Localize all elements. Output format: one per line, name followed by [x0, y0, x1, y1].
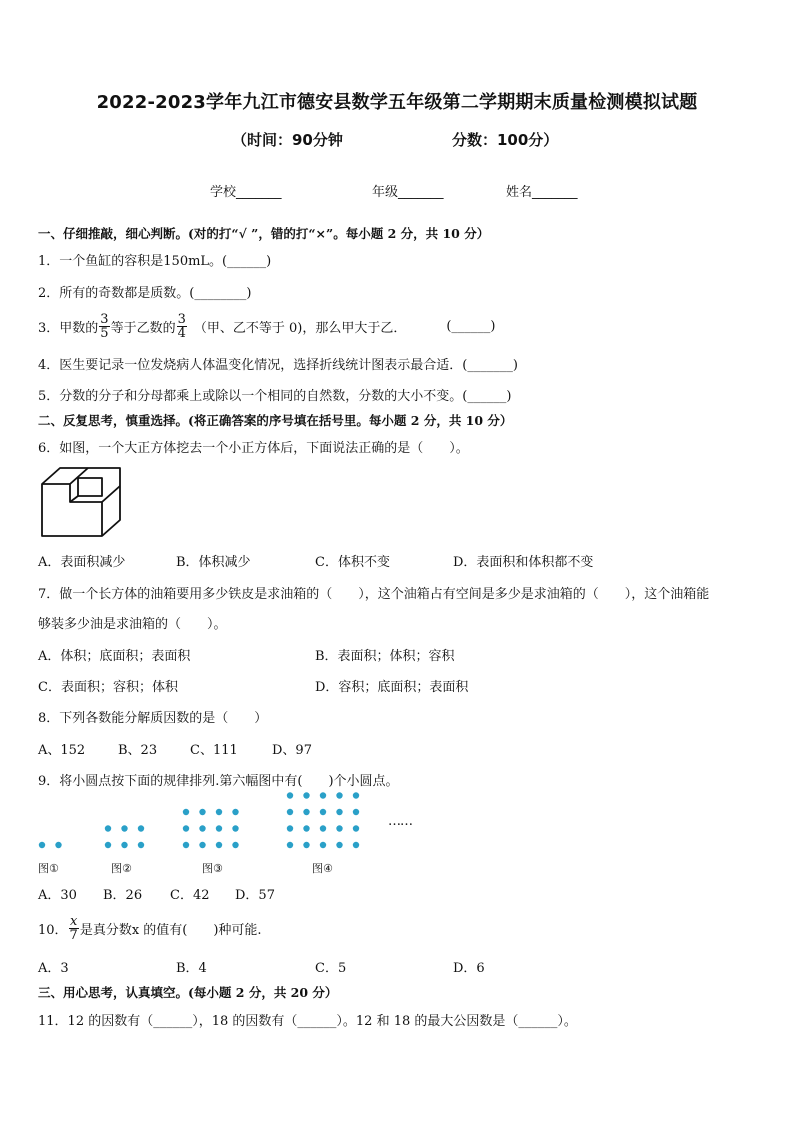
- pattern-dot: [121, 825, 127, 831]
- q3-middle: 等于乙数的: [110, 320, 176, 336]
- pattern-dot: [138, 842, 144, 848]
- pattern-dot: [303, 792, 309, 798]
- question-1: 1．一个鱼缸的容积是150mL。(______): [38, 254, 272, 269]
- question-10: [38, 910, 262, 946]
- q6-option-a: A．表面积减少: [38, 555, 126, 570]
- section1-heading: 一、仔细推敲，细心判断。(对的打“√ ”，错的打“×”。每小题 2 分，共 10 分）: [38, 226, 490, 241]
- figure-label-2: 图②: [111, 862, 132, 875]
- q10-suffix: 是真分数x 的值有( )种可能.: [79, 922, 262, 938]
- pattern-dot: [232, 809, 238, 815]
- cube-side-edge: [102, 486, 120, 502]
- pattern-dot: [320, 842, 326, 848]
- pattern-dot: [199, 842, 205, 848]
- question-7-line1: 7．做一个长方体的油箱要用多少铁皮是求油箱的（ ），这个油箱占有空间是多少是求油箱的（ ），这个油箱能: [38, 587, 710, 602]
- q6-option-b: B．体积减少: [176, 555, 251, 570]
- pattern-dot: [39, 842, 45, 848]
- q10-fraction: [69, 915, 79, 942]
- pattern-dot: [303, 825, 309, 831]
- q10-den: 7: [69, 927, 78, 943]
- name-field: 姓名_______: [506, 185, 578, 200]
- q8-option-b: B、23: [118, 743, 158, 758]
- q3-f1-den: 5: [100, 325, 109, 341]
- q3-f1-num: 3: [100, 311, 109, 327]
- pattern-dot: [336, 842, 342, 848]
- pattern-dot: [320, 792, 326, 798]
- cube-front-notch: [42, 484, 102, 536]
- q10-num: x: [70, 913, 78, 929]
- question-9: 9．将小圆点按下面的规律排列.第六幅图中有( )个小圆点。: [38, 774, 399, 789]
- q7-option-c: C．表面积；容积；体积: [38, 680, 178, 695]
- q8-option-d: D、97: [272, 743, 312, 758]
- pattern-dot: [336, 792, 342, 798]
- pattern-dot: [216, 842, 222, 848]
- dot-pattern-figure: [30, 788, 430, 854]
- pattern-dot: [320, 825, 326, 831]
- pattern-dot: [183, 842, 189, 848]
- question-2: 2．所有的奇数都是质数。(________): [38, 286, 252, 301]
- pattern-dot: [287, 809, 293, 815]
- exam-time: （时间：90分钟: [232, 131, 343, 149]
- pattern-dot: [232, 842, 238, 848]
- pattern-dot: [287, 792, 293, 798]
- pattern-dot: [353, 809, 359, 815]
- pattern-dot: [121, 842, 127, 848]
- question-8: 8．下列各数能分解质因数的是（ ）: [38, 711, 268, 726]
- pattern-dot: [353, 842, 359, 848]
- q10-option-c: C．5: [315, 961, 347, 976]
- pattern-dot: [287, 842, 293, 848]
- pattern-dot: [216, 825, 222, 831]
- pattern-dot: [105, 842, 111, 848]
- question-5: 5．分数的分子和分母都乘上或除以一个相同的自然数，分数的大小不变。(______): [38, 389, 512, 404]
- pattern-dot: [183, 809, 189, 815]
- exam-score: 分数：100分）: [452, 131, 559, 149]
- q9-option-c: C．42: [170, 888, 210, 903]
- q8-option-a: A、152: [38, 743, 86, 758]
- figure-label-4: 图④: [312, 862, 333, 875]
- q9-option-b: B．26: [103, 888, 143, 903]
- pattern-dot: [55, 842, 61, 848]
- q9-option-d: D．57: [235, 888, 275, 903]
- q10-option-b: B．4: [176, 961, 207, 976]
- q3-f2-den: 4: [177, 325, 186, 341]
- pattern-dot: [287, 825, 293, 831]
- pattern-dot: [199, 825, 205, 831]
- q6-option-d: D．表面积和体积都不变: [453, 555, 594, 570]
- pattern-dot: [105, 825, 111, 831]
- exam-title: 2022-2023学年九江市德安县数学五年级第二学期期末质量检测模拟试题: [96, 92, 698, 113]
- pattern-dot: [199, 809, 205, 815]
- question-7-line2: 够装多少油是求油箱的（ ）。: [38, 617, 227, 632]
- figure-label-3: 图③: [202, 862, 223, 875]
- question-11: 11．12 的因数有（______），18 的因数有（______）。12 和 18 的最大公因数是（______）。: [38, 1014, 577, 1029]
- pattern-dot: [320, 809, 326, 815]
- pattern-dot: [303, 842, 309, 848]
- q9-option-a: A．30: [38, 888, 77, 903]
- q3-fraction-2: [177, 313, 187, 340]
- q8-option-c: C、111: [190, 743, 238, 758]
- pattern-dot: [353, 825, 359, 831]
- section2-heading: 二、反复思考，慎重选择。(将正确答案的序号填在括号里。每小题 2 分，共 10 分）: [38, 413, 513, 428]
- q10-option-d: D．6: [453, 961, 485, 976]
- section3-heading: 三、用心思考，认真填空。(每小题 2 分，共 20 分）: [38, 985, 338, 1000]
- pattern-dot: [336, 809, 342, 815]
- q7-option-a: A．体积；底面积；表面积: [38, 649, 191, 664]
- figure-label-1: 图①: [38, 862, 59, 875]
- q10-option-a: A．3: [38, 961, 69, 976]
- pattern-dot: [336, 825, 342, 831]
- pattern-dot: [232, 825, 238, 831]
- question-3: [38, 308, 496, 344]
- q7-option-d: D．容积；底面积；表面积: [315, 680, 469, 695]
- dot-pattern-dots: [39, 792, 359, 848]
- school-field: 学校_______: [210, 185, 282, 200]
- pattern-ellipsis: ……: [388, 814, 412, 829]
- q10-prefix: 10．: [38, 922, 68, 938]
- cube-cutout-back: [78, 478, 102, 496]
- question-4: 4．医生要记录一位发烧病人体温变化情况，选择折线统计图表示最合适．(_______): [38, 358, 518, 373]
- grade-field: 年级_______: [372, 185, 444, 200]
- pattern-dot: [353, 792, 359, 798]
- q3-prefix: 3．甲数的: [38, 320, 99, 336]
- pattern-dot: [183, 825, 189, 831]
- q7-option-b: B．表面积；体积；容积: [315, 649, 455, 664]
- pattern-dot: [303, 809, 309, 815]
- q3-blank: (______): [446, 318, 496, 334]
- q6-option-c: C．体积不变: [315, 555, 390, 570]
- pattern-dot: [138, 825, 144, 831]
- cube-top-edge: [70, 468, 88, 484]
- q3-f2-num: 3: [177, 311, 186, 327]
- cube-figure: [40, 466, 124, 538]
- question-6: 6．如图，一个大正方体挖去一个小正方体后，下面说法正确的是（ ）。: [38, 441, 469, 456]
- pattern-dot: [216, 809, 222, 815]
- q3-suffix: （甲、乙不等于 0)，那么甲大于乙．: [193, 320, 407, 336]
- q3-fraction-1: [99, 313, 109, 340]
